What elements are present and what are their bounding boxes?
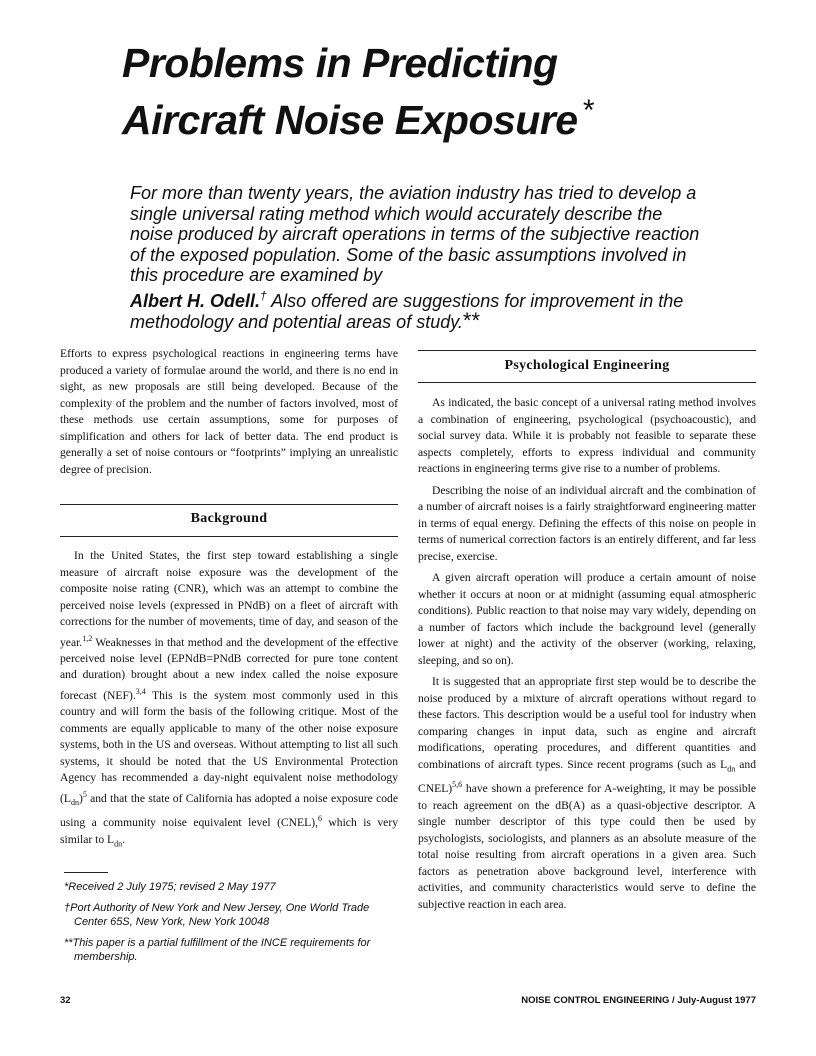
footnote-received: *Received 2 July 1975; revised 2 May 1977 <box>64 881 276 893</box>
psych-top-rule <box>418 350 756 351</box>
footnote-affiliation: †Port Authority of New York and New Jersey, One World Trade Center 65S, New York, New York 10048 <box>64 902 370 928</box>
ref-6: 6 <box>317 814 322 824</box>
bg-text-3: This is the system most commonly used in this country and will form the basis of the following critique. Most of the comments are equally applicable to many of the other noise exposure systems, both in the US and overseas. Without attempting to list all such systems, it should be noted that the US Environmental Protection Agency has recommended a day-night equivalent noise methodology (L <box>60 688 398 805</box>
author-footnote-mark: † <box>260 288 267 303</box>
author-name: Albert H. Odell. <box>130 290 261 311</box>
background-heading: Background <box>190 511 268 526</box>
ref-5: 5 <box>82 789 87 799</box>
journal-footer: NOISE CONTROL ENGINEERING / July-August 1977 <box>521 995 756 1006</box>
abstract-text-after: Also offered are suggestions for improvement in the methodology and potential areas of study. <box>130 290 684 332</box>
psych-text-1: It is suggested that an appropriate first step would be to describe the noise produced by a mixture of aircraft operations without regard to these factors. This description would be a useful tool for industry when comparing changes in input data, such as engine and aircraft modifications, operating procedures, and different quantities and combinations of aircraft types. Since recent programs (such as L <box>418 675 756 771</box>
footnote-membership: **This paper is a partial fulfillment of the INCE requirements for membership. <box>64 937 371 963</box>
psych-paragraph-2: Describing the noise of an individual aircraft and the combination of a number of aircraft noises is a fairly straightforward engineering matter in terms of equal energy. Defining the effects of this noise on people in terms of numerical correction factors is an entirely different, and far less precise, exercise. <box>418 483 756 563</box>
title-line-1: Problems in Predicting <box>122 40 558 86</box>
bg-text-2: Weaknesses in that method and the development of the effective perceived noise level (EPNdB=PNdB corrected for pure tone content and duration) brought about a new index called the noise exposure forecast (NEF). <box>60 635 398 702</box>
bg-text-5: which is very similar to L <box>60 816 398 846</box>
title-footnote-mark: * <box>581 94 593 127</box>
title-line-2: Aircraft Noise Exposure <box>122 97 578 143</box>
psych-paragraph-3: A given aircraft operation will produce a certain amount of noise whether it occurs at noon or at midnight (assuming equal atmospheric conditions). Public reaction to that noise may vary widely, depending on a number of factors which include the background level (generally lower at night) and the activity of the observer (working, relaxing, sleeping, and so on). <box>418 571 756 667</box>
page-number: 32 <box>60 995 71 1006</box>
footnotes <box>64 880 400 971</box>
psych-text-2: and CNEL) <box>418 757 757 796</box>
intro-paragraph <box>60 346 398 478</box>
ref-1-2: 1,2 <box>82 633 93 643</box>
psych-bottom-rule <box>418 382 756 383</box>
article-title <box>122 40 722 144</box>
ref-3-4: 3,4 <box>135 686 146 696</box>
ldn-subscript: dn <box>70 797 79 807</box>
abstract-footnote-mark: ** <box>462 308 481 333</box>
bg-text-6: . <box>122 832 126 846</box>
ldn-subscript-2: dn <box>114 839 123 849</box>
ref-5-6: 5,6 <box>452 780 463 790</box>
background-paragraph: In the United States, the first step toward establishing a single measure of aircraft noise exposure was the development of the composite noise rating (CNR), which was an attempt to combine the perceived noise levels (expressed in PNdB) on a fleet of aircraft with corrections for the number of movements, time of day, and season of the year.$^{1,2}$ Weaknesses in that method and the development of the effective perceived noise level (EPNdB=PNdB corrected for pure tone content and duration) brought about a new index called the noise exposure forecast (NEF).$^{3,4}$ This is the system most commonly used in this country and will form the basis of the following critique. Most of the comments are equally applicable to many of the other noise exposure systems, both in the US and overseas. Without attempting to list all such systems, it should be noted that the US Environmental Protection Agency has recommended a day-night equivalent noise methodology $(L_{dn})^5$ and that the state of California has adopted a noise exposure code using a community noise equivalent level (CNEL),$^6$ which is very similar to $L_{dn}$. <box>60 549 398 849</box>
intro-text: Efforts to express psychological reactions in engineering terms have produced a variety of formulae around the world, and there is no end in sight, as new proposals are still being developed. Because of the complexity of the problem and the number of factors involved, most of these methods use certain assumptions, some for purposes of simplification and others for lack of better data. The end product is generally a set of noise contours or “footprints” implying an unrealistic degree of precision. <box>60 347 398 476</box>
psych-text-3: have shown a preference for A-weighting, it may be possible to reach agreement on the dB(A) as a quasi-objective descriptor. A single number descriptor of this type could then be used by psychologists, sociologists, and planners as an absolute measure of the total noise resulting from aircraft operations in a given area. Such factors as penetration above background level, interference with activities, and community characteristics would serve to define the subjective reaction in each area. <box>418 782 756 911</box>
background-bottom-rule <box>60 536 398 537</box>
psych-heading: Psychological Engineering <box>504 358 670 373</box>
psych-paragraph-1: As indicated, the basic concept of a universal rating method involves a combination of engineering, psychological (psychoacoustic), and social survey data. While it is probably not feasible to separate these aspects completely, efforts to express individual and community reactions in engineering terms give rise to a number of problems. <box>418 396 756 475</box>
psych-paragraph-4 <box>418 674 756 913</box>
background-top-rule <box>60 504 398 505</box>
psych-section <box>418 395 756 913</box>
abstract <box>130 183 710 333</box>
psych-ldn-subscript: dn <box>727 763 736 773</box>
abstract-text-before: For more than twenty years, the aviation industry has tried to develop a single universal rating method which would accurately describe the noise produced by aircraft operations in terms of the subjective reaction of the exposed population. Some of the basic assumptions involved in this procedure are examined by <box>130 183 700 285</box>
background-section <box>60 548 398 853</box>
footnote-rule <box>64 872 108 873</box>
bg-text-1: In the United States, the first step toward establishing a single measure of aircraft noise exposure was the development of the composite noise rating (CNR), which was an attempt to combine the perceived noise levels (expressed in PNdB) on a fleet of aircraft with corrections for the number of movements, time of day, and season of the year. <box>60 549 398 649</box>
bg-text-4: and that the state of California has adopted a noise exposure code using a community noise equivalent level (CNEL), <box>60 791 398 830</box>
